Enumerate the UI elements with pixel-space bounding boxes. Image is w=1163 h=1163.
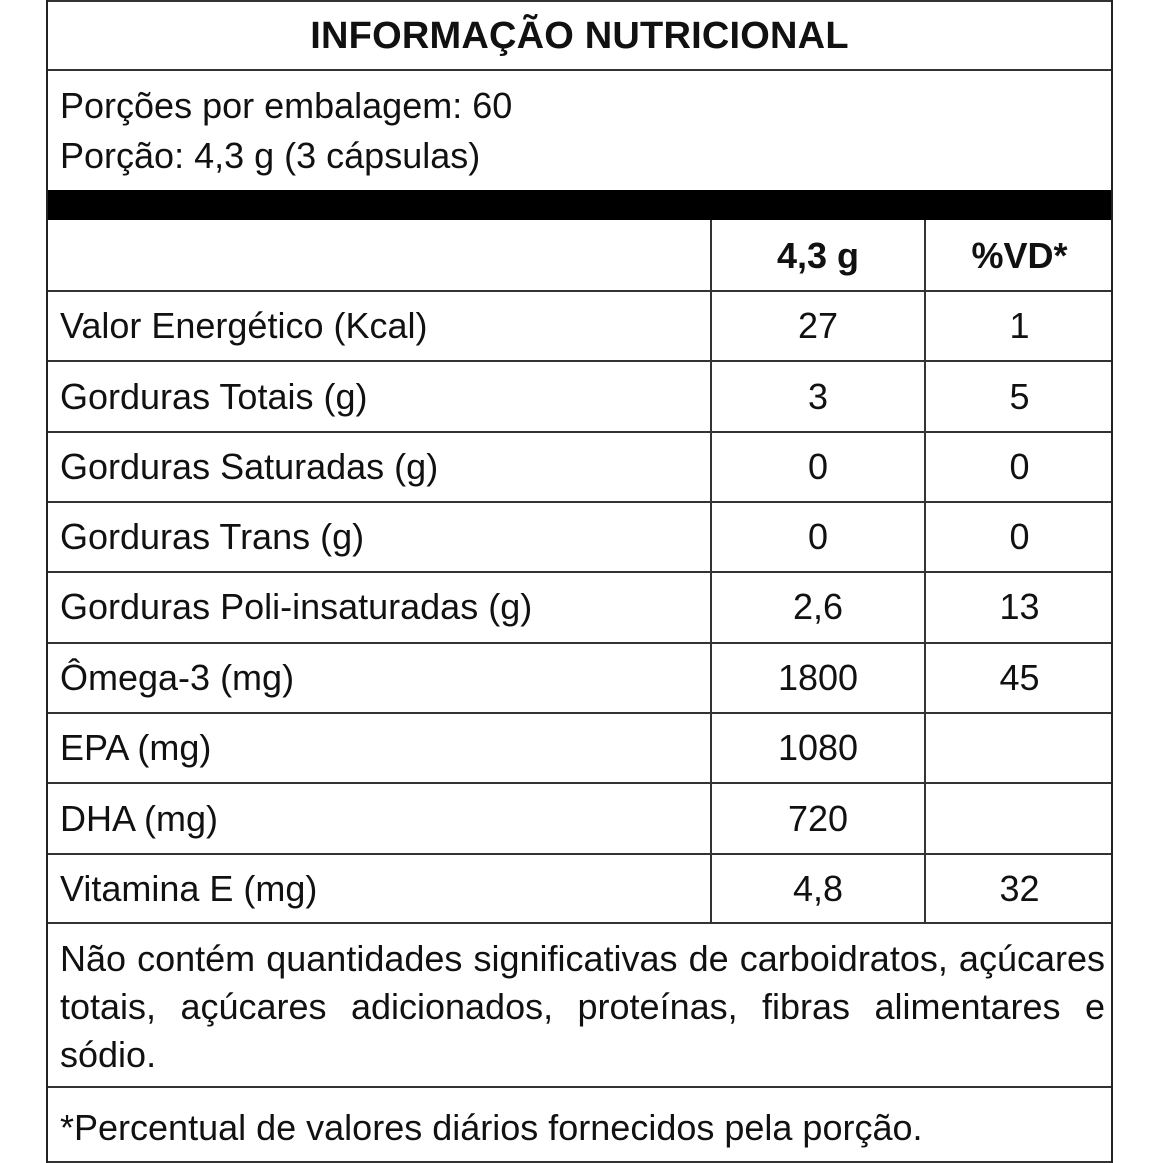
nutrient-name: Gorduras Totais (g) [60, 376, 368, 417]
table-row [48, 502, 1111, 572]
nutrient-name: Ômega-3 (mg) [60, 657, 295, 698]
servings-per-package: Porções por embalagem: 60 [60, 85, 513, 126]
nutrition-facts-label [46, 0, 1113, 1163]
insignificant-quantities-note: Não contém quantidades significativas de carboidratos, açúcares totais, açúcares adicionados, proteínas, fibras alimentares e sódio. [60, 938, 1105, 1075]
table-row [48, 362, 1111, 432]
nutrient-name: Gorduras Poli-insaturadas (g) [60, 586, 533, 627]
nutrient-amount: 720 [787, 798, 849, 839]
thick-divider-bar [48, 190, 1111, 220]
column-header-dv: %VD* [971, 235, 1068, 276]
nutrient-amount: 0 [807, 516, 829, 557]
table-row [48, 784, 1111, 854]
nutrient-name: Gorduras Saturadas (g) [60, 446, 439, 487]
nutrient-name: Vitamina E (mg) [60, 868, 318, 909]
column-header-amount: 4,3 g [776, 235, 860, 276]
nutrient-name: EPA (mg) [60, 727, 212, 768]
table-row [48, 572, 1111, 642]
table-header-row [48, 221, 1111, 291]
nutrient-dv: 45 [999, 657, 1040, 698]
nutrient-name: Gorduras Trans (g) [60, 516, 365, 557]
serving-size: Porção: 4,3 g (3 cápsulas) [60, 135, 481, 176]
nutrient-amount: 3 [807, 376, 829, 417]
nutrient-dv: 1 [1009, 305, 1030, 346]
table-row [48, 643, 1111, 713]
column-header-name [60, 221, 700, 291]
nutrient-dv: 32 [999, 868, 1040, 909]
nutrient-amount: 0 [807, 446, 829, 487]
nutrient-dv: 13 [999, 586, 1040, 627]
table-row [48, 713, 1111, 783]
nutrient-dv [926, 784, 1113, 854]
note-divider [48, 1086, 1111, 1088]
table-row [48, 432, 1111, 502]
table-row [48, 291, 1111, 361]
nutrient-amount: 2,6 [792, 586, 844, 627]
nutrient-dv [926, 713, 1113, 783]
nutrient-name: Valor Energético (Kcal) [60, 305, 428, 346]
nutrient-name: DHA (mg) [60, 798, 219, 839]
nutrient-amount: 27 [797, 305, 839, 346]
label-title: INFORMAÇÃO NUTRICIONAL [310, 15, 849, 57]
nutrient-amount: 1800 [777, 657, 859, 698]
nutrient-dv: 0 [1009, 446, 1030, 487]
nutrient-dv: 5 [1009, 376, 1030, 417]
nutrient-amount: 4,8 [792, 868, 844, 909]
nutrient-amount: 1080 [777, 727, 859, 768]
nutrient-dv: 0 [1009, 516, 1030, 557]
daily-value-footnote: *Percentual de valores diários fornecidos pela porção. [60, 1107, 923, 1148]
table-row [48, 854, 1111, 924]
